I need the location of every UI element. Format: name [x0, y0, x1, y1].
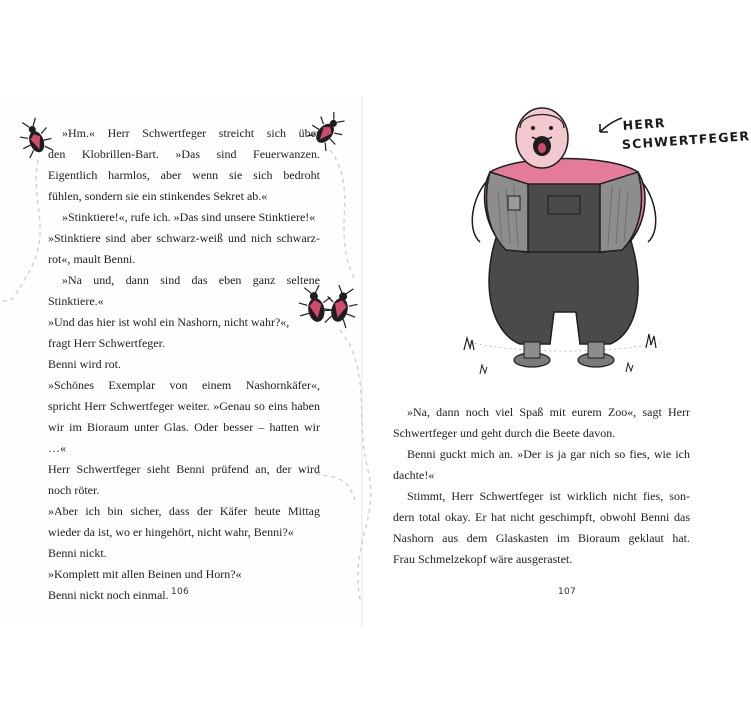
character-name-caption [622, 107, 751, 154]
paragraph [48, 312, 320, 354]
text-line: »Aber ich bin sicher, dass der Käfer heute Mittag [48, 504, 320, 518]
text-line: Benni nickt. [48, 546, 107, 560]
right-page-text [393, 402, 690, 570]
paragraph [48, 501, 320, 543]
text-line: Benni guckt mich an. »Der is ja gar nich so fies, wie ich [407, 447, 690, 461]
text-line: Herr Schwertfeger sieht Benni prüfend an, der wird [48, 462, 320, 476]
paragraph [48, 543, 320, 564]
paragraph [393, 402, 690, 444]
paragraph [48, 123, 320, 207]
text-line: »Stinktiere sind aber schwarz-weiß und nich schwarz- [48, 231, 320, 245]
text-line: fühlen, sondern sie ein stinkendes Sekret ab.« [48, 189, 268, 203]
text-line: fragt Herr Schwertfeger. [48, 336, 165, 350]
paragraph [48, 375, 320, 501]
paragraph [393, 486, 690, 570]
text-line: dern total okay. Er hat nicht geschimpft, obwohl Benni das [393, 510, 690, 524]
text-line: »Und das hier ist wohl ein Nashorn, nicht wahr?«, [48, 315, 290, 329]
text-line: Benni wird rot. [48, 357, 121, 371]
text-line: noch röter. [48, 483, 100, 497]
caption-line-1: HERR [622, 114, 667, 133]
text-line: wir im Bioraum unter Glas. Oder besser – hatten wir …« [48, 420, 320, 455]
text-line: Benni nickt noch einmal. [48, 588, 169, 602]
paragraph [393, 444, 690, 486]
text-line: spricht Herr Schwertfeger weiter. »Genau so eins haben [48, 399, 320, 413]
text-line: Nashorn aus dem Glaskasten im Bioraum geklaut hat. [393, 531, 690, 545]
text-line: »Schönes Exemplar von einem Nashornkäfer«, [48, 378, 320, 392]
caption-line-2: SCHWERTFEGER [621, 128, 751, 153]
text-line: dachte!« [393, 468, 435, 482]
paragraph [48, 354, 320, 375]
paragraph [48, 564, 320, 585]
text-line: Stinktiere.« [48, 294, 104, 308]
paragraph [48, 270, 320, 312]
text-line: Eigentlich harmlos, aber wenn sie sich bedroht [48, 168, 320, 182]
text-line: den Klobrillen-Bart. »Das sind Feuerwanzen. [48, 147, 320, 161]
paragraph [48, 228, 320, 270]
paragraph [48, 207, 320, 228]
text-line: »Na, dann noch viel Spaß mit eurem Zoo«, sagt Herr [407, 405, 690, 419]
text-line: Frau Schmelzekopf wäre ausgerastet. [393, 552, 573, 566]
text-line: Schwertfeger und geht durch die Beete davon. [393, 426, 616, 440]
text-line: »Hm.« Herr Schwertfeger streicht sich über [62, 126, 320, 140]
text-line: »Na und, dann sind das eben ganz seltene [62, 273, 320, 287]
page-number-left: 106 [171, 587, 190, 597]
text-line: »Stinktiere!«, rufe ich. »Das sind unsere Stinktiere!« [62, 210, 316, 224]
text-line: »Komplett mit allen Beinen und Horn?« [48, 567, 242, 581]
left-page-text [48, 123, 320, 606]
text-line: Stimmt, Herr Schwertfeger ist wirklich nicht fies, son- [407, 489, 690, 503]
text-line: wieder da ist, wo er hingehört, nicht wahr, Benni?« [48, 525, 294, 539]
firebug-beetle-icon [18, 116, 52, 158]
text-line: rot«, mault Benni. [48, 252, 136, 266]
page-number-right: 107 [558, 587, 577, 597]
